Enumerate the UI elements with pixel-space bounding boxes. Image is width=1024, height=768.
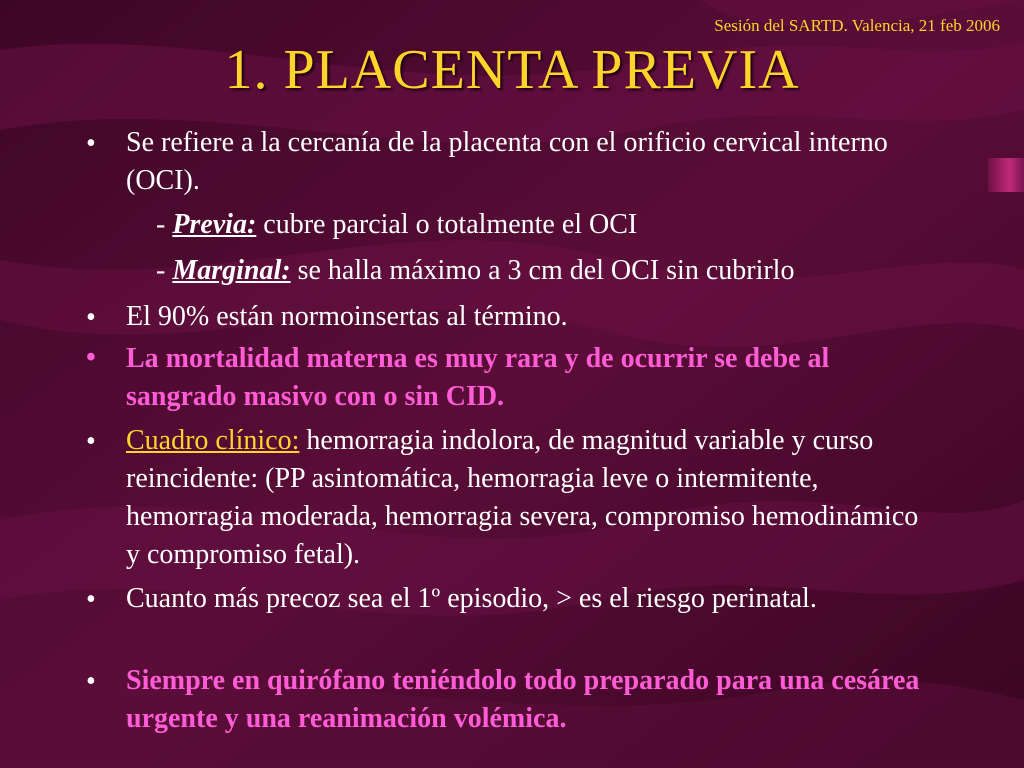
session-note: Sesión del SARTD. Valencia, 21 feb 2006 (714, 16, 1000, 35)
subitem-text: cubre parcial o totalmente el OCI (256, 209, 638, 240)
bullet-icon: • (86, 302, 96, 333)
item-label: Cuadro clínico: (126, 425, 300, 456)
list-subitem (156, 206, 637, 244)
subitem-dash: - (156, 255, 173, 286)
subitem-label: Marginal: (172, 255, 291, 286)
bullet-icon: • (86, 666, 96, 697)
slide-title: 1. PLACENTA PREVIA (224, 39, 800, 101)
subitem-label: Previa: (172, 209, 257, 240)
bullet-icon: • (86, 584, 96, 615)
item-text: hemorragia indolora, de magnitud variable y curso reincidente: (PP asintomática, hemorragia leve o intermitente, hemorragia moderada, hemorragia severa, compromiso hemodinámico y compromiso fetal). (126, 425, 919, 570)
list-item: Se refiere a la cercanía de la placenta con el orificio cervical interno (OCI). (126, 127, 888, 196)
list-item (126, 422, 936, 574)
subitem-text: se halla máximo a 3 cm del OCI sin cubrirlo (290, 255, 795, 286)
list-item: El 90% están normoinsertas al término. (126, 301, 568, 332)
list-item: Cuanto más precoz sea el 1º episodio, > es el riesgo perinatal. (126, 583, 817, 614)
list-subitem (156, 252, 794, 290)
bullet-icon: • (86, 342, 96, 373)
list-item-highlight: Siempre en quirófano teniéndolo todo preparado para una cesárea urgente y una reanimación volémica. (126, 665, 920, 734)
list-item-highlight: La mortalidad materna es muy rara y de ocurrir se debe al sangrado masivo con o sin CID. (126, 343, 830, 412)
subitem-dash: - (156, 209, 173, 240)
bullet-icon: • (86, 128, 96, 159)
bullet-icon: • (86, 426, 96, 457)
